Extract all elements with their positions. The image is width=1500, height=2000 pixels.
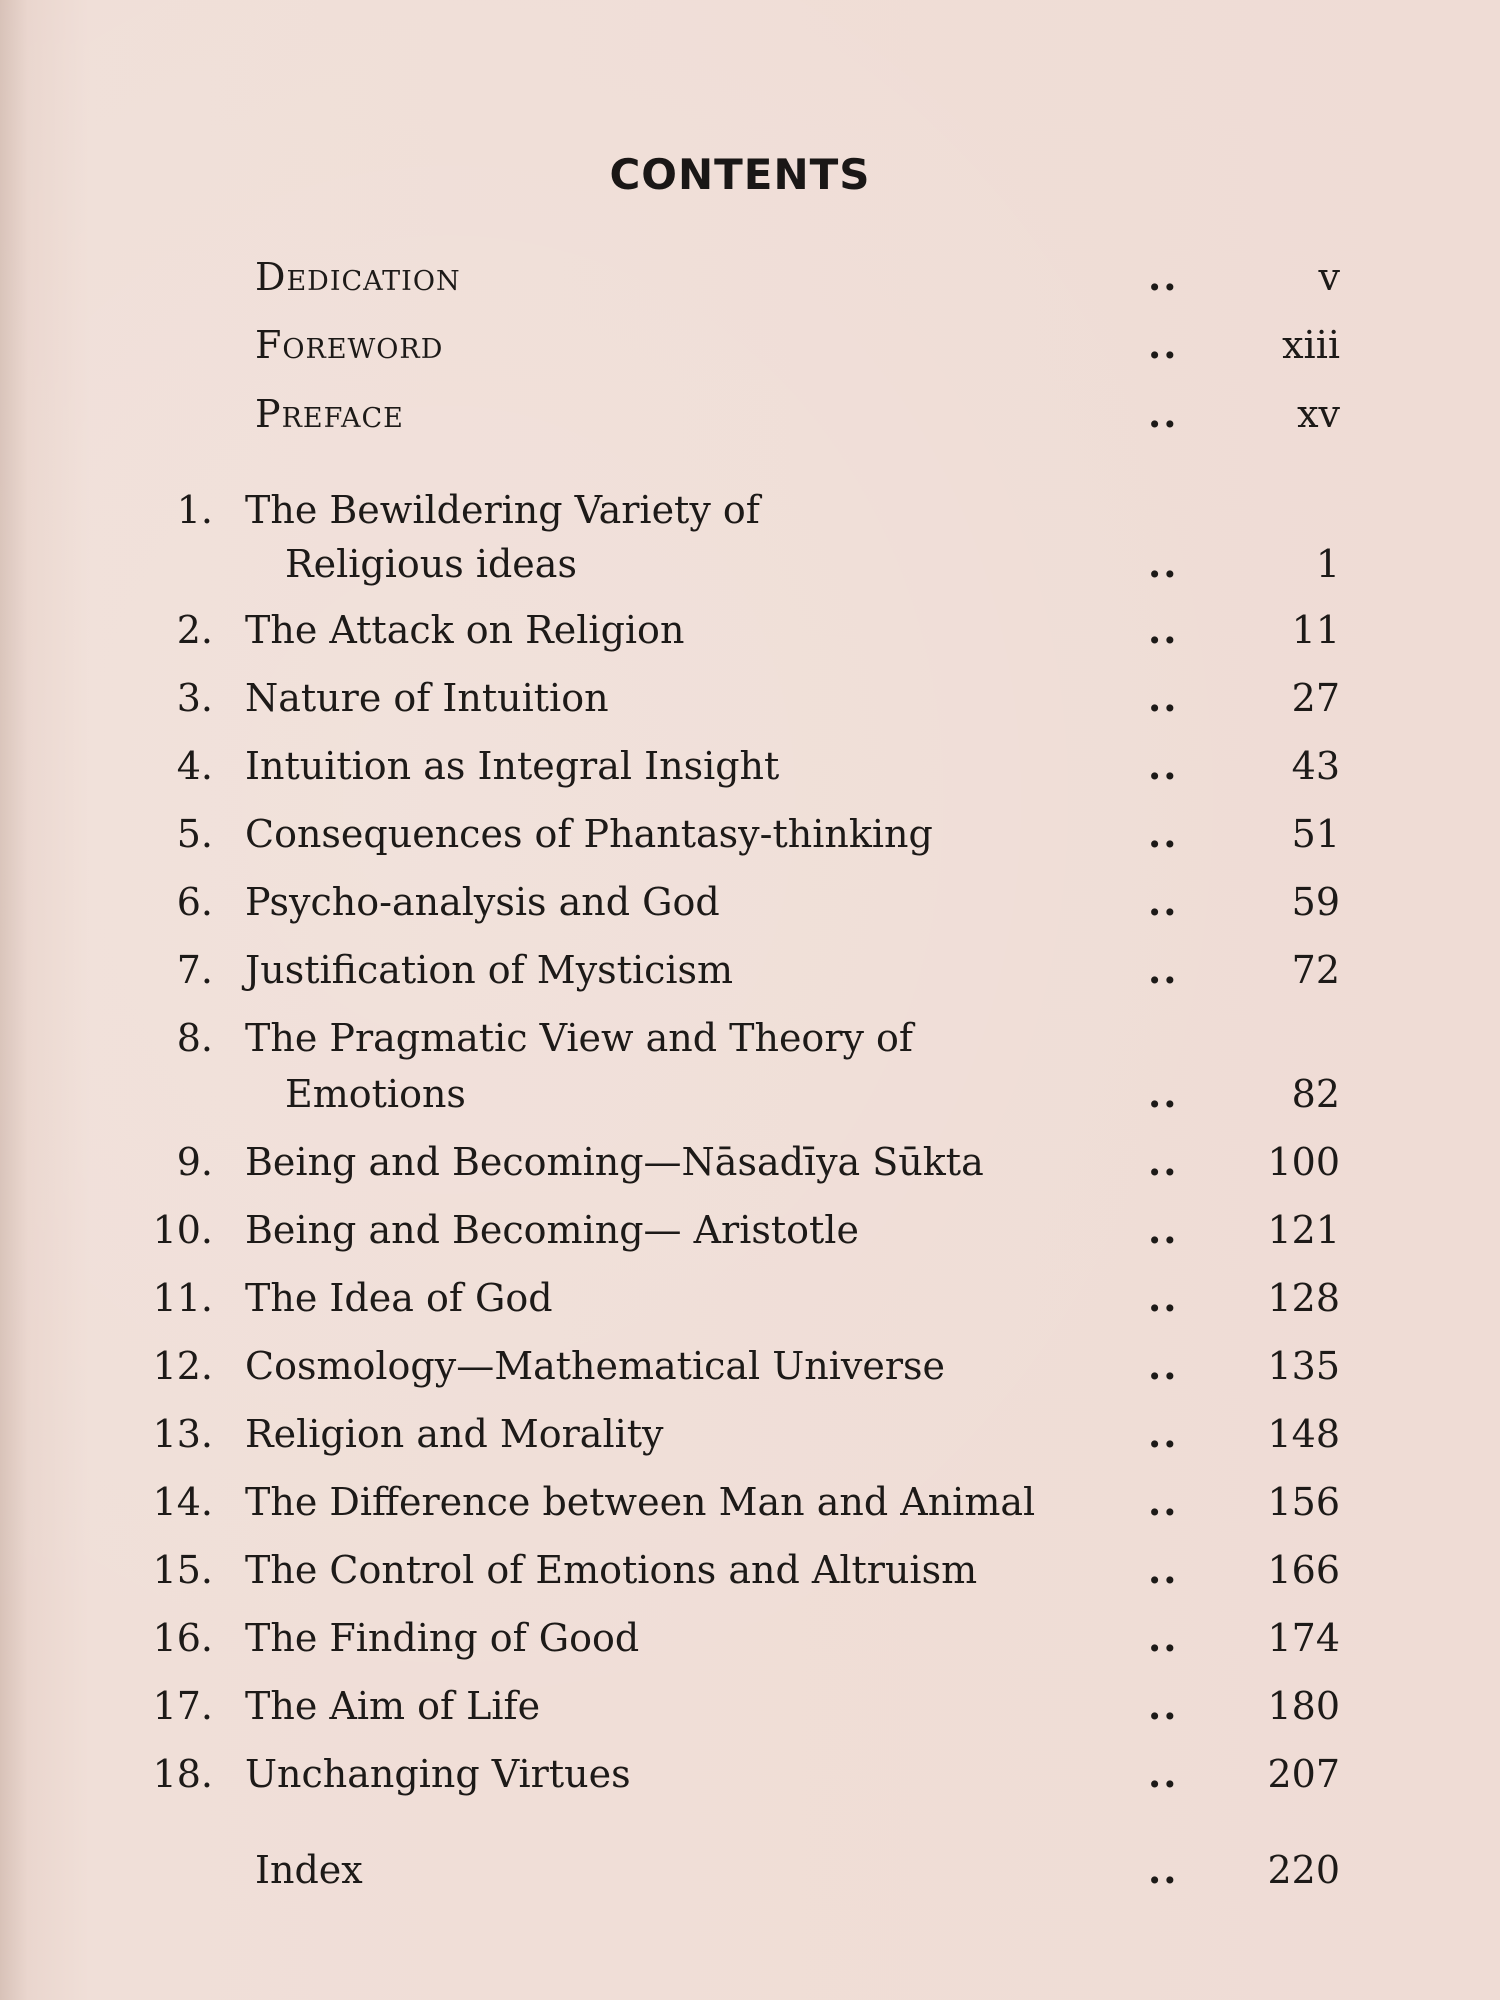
page-title: CONTENTS	[609, 150, 871, 199]
toc-leader: ..	[1148, 1479, 1179, 1524]
toc-page-number: 220	[1267, 1848, 1340, 1892]
toc-entry-index	[0, 1840, 1500, 1900]
toc-entry-dedication	[0, 247, 1500, 307]
toc-page-number: 82	[1291, 1072, 1340, 1116]
toc-entry-chapter-15	[0, 1540, 1500, 1600]
toc-leader: ..	[1148, 811, 1179, 856]
toc-chapter-number: 6.	[176, 880, 213, 924]
toc-entry-label-continued: Emotions	[285, 1072, 466, 1116]
toc-page-number: 100	[1267, 1140, 1340, 1184]
toc-chapter-number: 15.	[152, 1548, 213, 1592]
toc-page-number: xiii	[1282, 323, 1340, 367]
toc-entry-label: The Finding of Good	[245, 1616, 640, 1660]
toc-entry-label: Nature of Intuition	[245, 676, 609, 720]
toc-leader: ..	[1148, 1207, 1179, 1252]
toc-entry-label: Psycho-analysis and God	[245, 880, 720, 924]
toc-entry-preface	[0, 384, 1500, 444]
toc-page-number: xv	[1297, 392, 1340, 436]
toc-page-number: 180	[1267, 1684, 1340, 1728]
toc-page-number: 174	[1267, 1616, 1340, 1660]
toc-chapter-number: 17.	[152, 1684, 213, 1728]
toc-leader: ..	[1148, 879, 1179, 924]
toc-entry-label: Justification of Mysticism	[245, 948, 734, 992]
toc-entry-chapter-17	[0, 1676, 1500, 1736]
toc-leader: ..	[1148, 1847, 1179, 1892]
toc-entry-label: Index	[255, 1848, 363, 1892]
toc-entry-label: Consequences of Phantasy-thinking	[245, 812, 933, 856]
toc-entry-chapter-9	[0, 1132, 1500, 1192]
toc-entry-label: Intuition as Integral Insight	[245, 744, 780, 788]
toc-leader: ..	[1148, 1275, 1179, 1320]
toc-chapter-number: 13.	[152, 1412, 213, 1456]
toc-entry-chapter-1-continued	[0, 534, 1500, 594]
toc-page-number: 166	[1267, 1548, 1340, 1592]
toc-entry-chapter-2	[0, 600, 1500, 660]
toc-page-number: 121	[1267, 1208, 1340, 1252]
toc-entry-foreword	[0, 315, 1500, 375]
toc-entry-label: The Difference between Man and Animal	[245, 1480, 1036, 1524]
toc-page-number: 156	[1267, 1480, 1340, 1524]
toc-chapter-number: 18.	[152, 1752, 213, 1796]
toc-entry-label: Cosmology—Mathematical Universe	[245, 1344, 946, 1388]
toc-page-number: 128	[1267, 1276, 1340, 1320]
toc-page-number: 135	[1267, 1344, 1340, 1388]
toc-entry-label: The Idea of God	[245, 1276, 553, 1320]
toc-leader: ..	[1148, 675, 1179, 720]
toc-leader: ..	[1148, 1071, 1179, 1116]
toc-entry-chapter-11	[0, 1268, 1500, 1328]
toc-entry-label: The Attack on Religion	[245, 608, 685, 652]
toc-entry-chapter-12	[0, 1336, 1500, 1396]
toc-entry-chapter-13	[0, 1404, 1500, 1464]
toc-chapter-number: 1.	[176, 488, 213, 532]
toc-page-number: 1	[1315, 542, 1340, 586]
toc-leader: ..	[1148, 1343, 1179, 1388]
toc-chapter-number: 16.	[152, 1616, 213, 1660]
toc-entry-chapter-10	[0, 1200, 1500, 1260]
toc-chapter-number: 9.	[176, 1140, 213, 1184]
toc-entry-chapter-7	[0, 940, 1500, 1000]
toc-page-number: 148	[1267, 1412, 1340, 1456]
toc-page-number: 207	[1267, 1752, 1340, 1796]
toc-chapter-number: 5.	[176, 812, 213, 856]
toc-chapter-number: 3.	[176, 676, 213, 720]
toc-entry-label: The Control of Emotions and Altruism	[245, 1548, 978, 1592]
toc-page-number: 59	[1291, 880, 1340, 924]
toc-entry-label: The Pragmatic View and Theory of	[245, 1016, 913, 1060]
toc-entry-chapter-8-continued	[0, 1064, 1500, 1124]
toc-entry-label: Being and Becoming—Nāsadīya Sūkta	[245, 1140, 984, 1184]
toc-page-number: 51	[1291, 812, 1340, 856]
toc-entry-label-continued: Religious ideas	[285, 542, 577, 586]
toc-entry-label: Religion and Morality	[245, 1412, 664, 1456]
toc-entry-label: Unchanging Virtues	[245, 1752, 631, 1796]
toc-entry-chapter-6	[0, 872, 1500, 932]
toc-chapter-number: 7.	[176, 948, 213, 992]
toc-leader: ..	[1148, 391, 1179, 436]
toc-leader: ..	[1148, 1615, 1179, 1660]
toc-leader: ..	[1148, 541, 1179, 586]
toc-leader: ..	[1148, 322, 1179, 367]
toc-leader: ..	[1148, 1139, 1179, 1184]
toc-chapter-number: 10.	[152, 1208, 213, 1252]
toc-entry-chapter-8	[0, 1008, 1500, 1068]
toc-leader: ..	[1148, 607, 1179, 652]
toc-leader: ..	[1148, 743, 1179, 788]
toc-entry-chapter-18	[0, 1744, 1500, 1804]
toc-leader: ..	[1148, 254, 1179, 299]
toc-entry-chapter-5	[0, 804, 1500, 864]
toc-chapter-number: 12.	[152, 1344, 213, 1388]
toc-page-number: v	[1318, 255, 1340, 299]
toc-chapter-number: 4.	[176, 744, 213, 788]
toc-chapter-number: 14.	[152, 1480, 213, 1524]
toc-leader: ..	[1148, 1411, 1179, 1456]
toc-page-number: 11	[1291, 608, 1340, 652]
toc-chapter-number: 8.	[176, 1016, 213, 1060]
toc-leader: ..	[1148, 947, 1179, 992]
toc-entry-label: Foreword	[255, 323, 444, 367]
toc-page-number: 72	[1291, 948, 1340, 992]
toc-entry-label: Dedication	[255, 255, 461, 299]
toc-leader: ..	[1148, 1683, 1179, 1728]
toc-leader: ..	[1148, 1547, 1179, 1592]
toc-entry-label: Preface	[255, 392, 404, 436]
toc-entry-chapter-3	[0, 668, 1500, 728]
toc-page-number: 43	[1291, 744, 1340, 788]
toc-leader: ..	[1148, 1751, 1179, 1796]
toc-entry-chapter-4	[0, 736, 1500, 796]
toc-entry-label: The Aim of Life	[245, 1684, 541, 1728]
toc-page-number: 27	[1291, 676, 1340, 720]
toc-entry-chapter-16	[0, 1608, 1500, 1668]
toc-chapter-number: 11.	[152, 1276, 213, 1320]
toc-entry-label: Being and Becoming— Aristotle	[245, 1208, 859, 1252]
toc-entry-chapter-14	[0, 1472, 1500, 1532]
toc-chapter-number: 2.	[176, 608, 213, 652]
toc-entry-label: The Bewildering Variety of	[245, 488, 760, 532]
toc-entry-chapter-1	[0, 480, 1500, 540]
